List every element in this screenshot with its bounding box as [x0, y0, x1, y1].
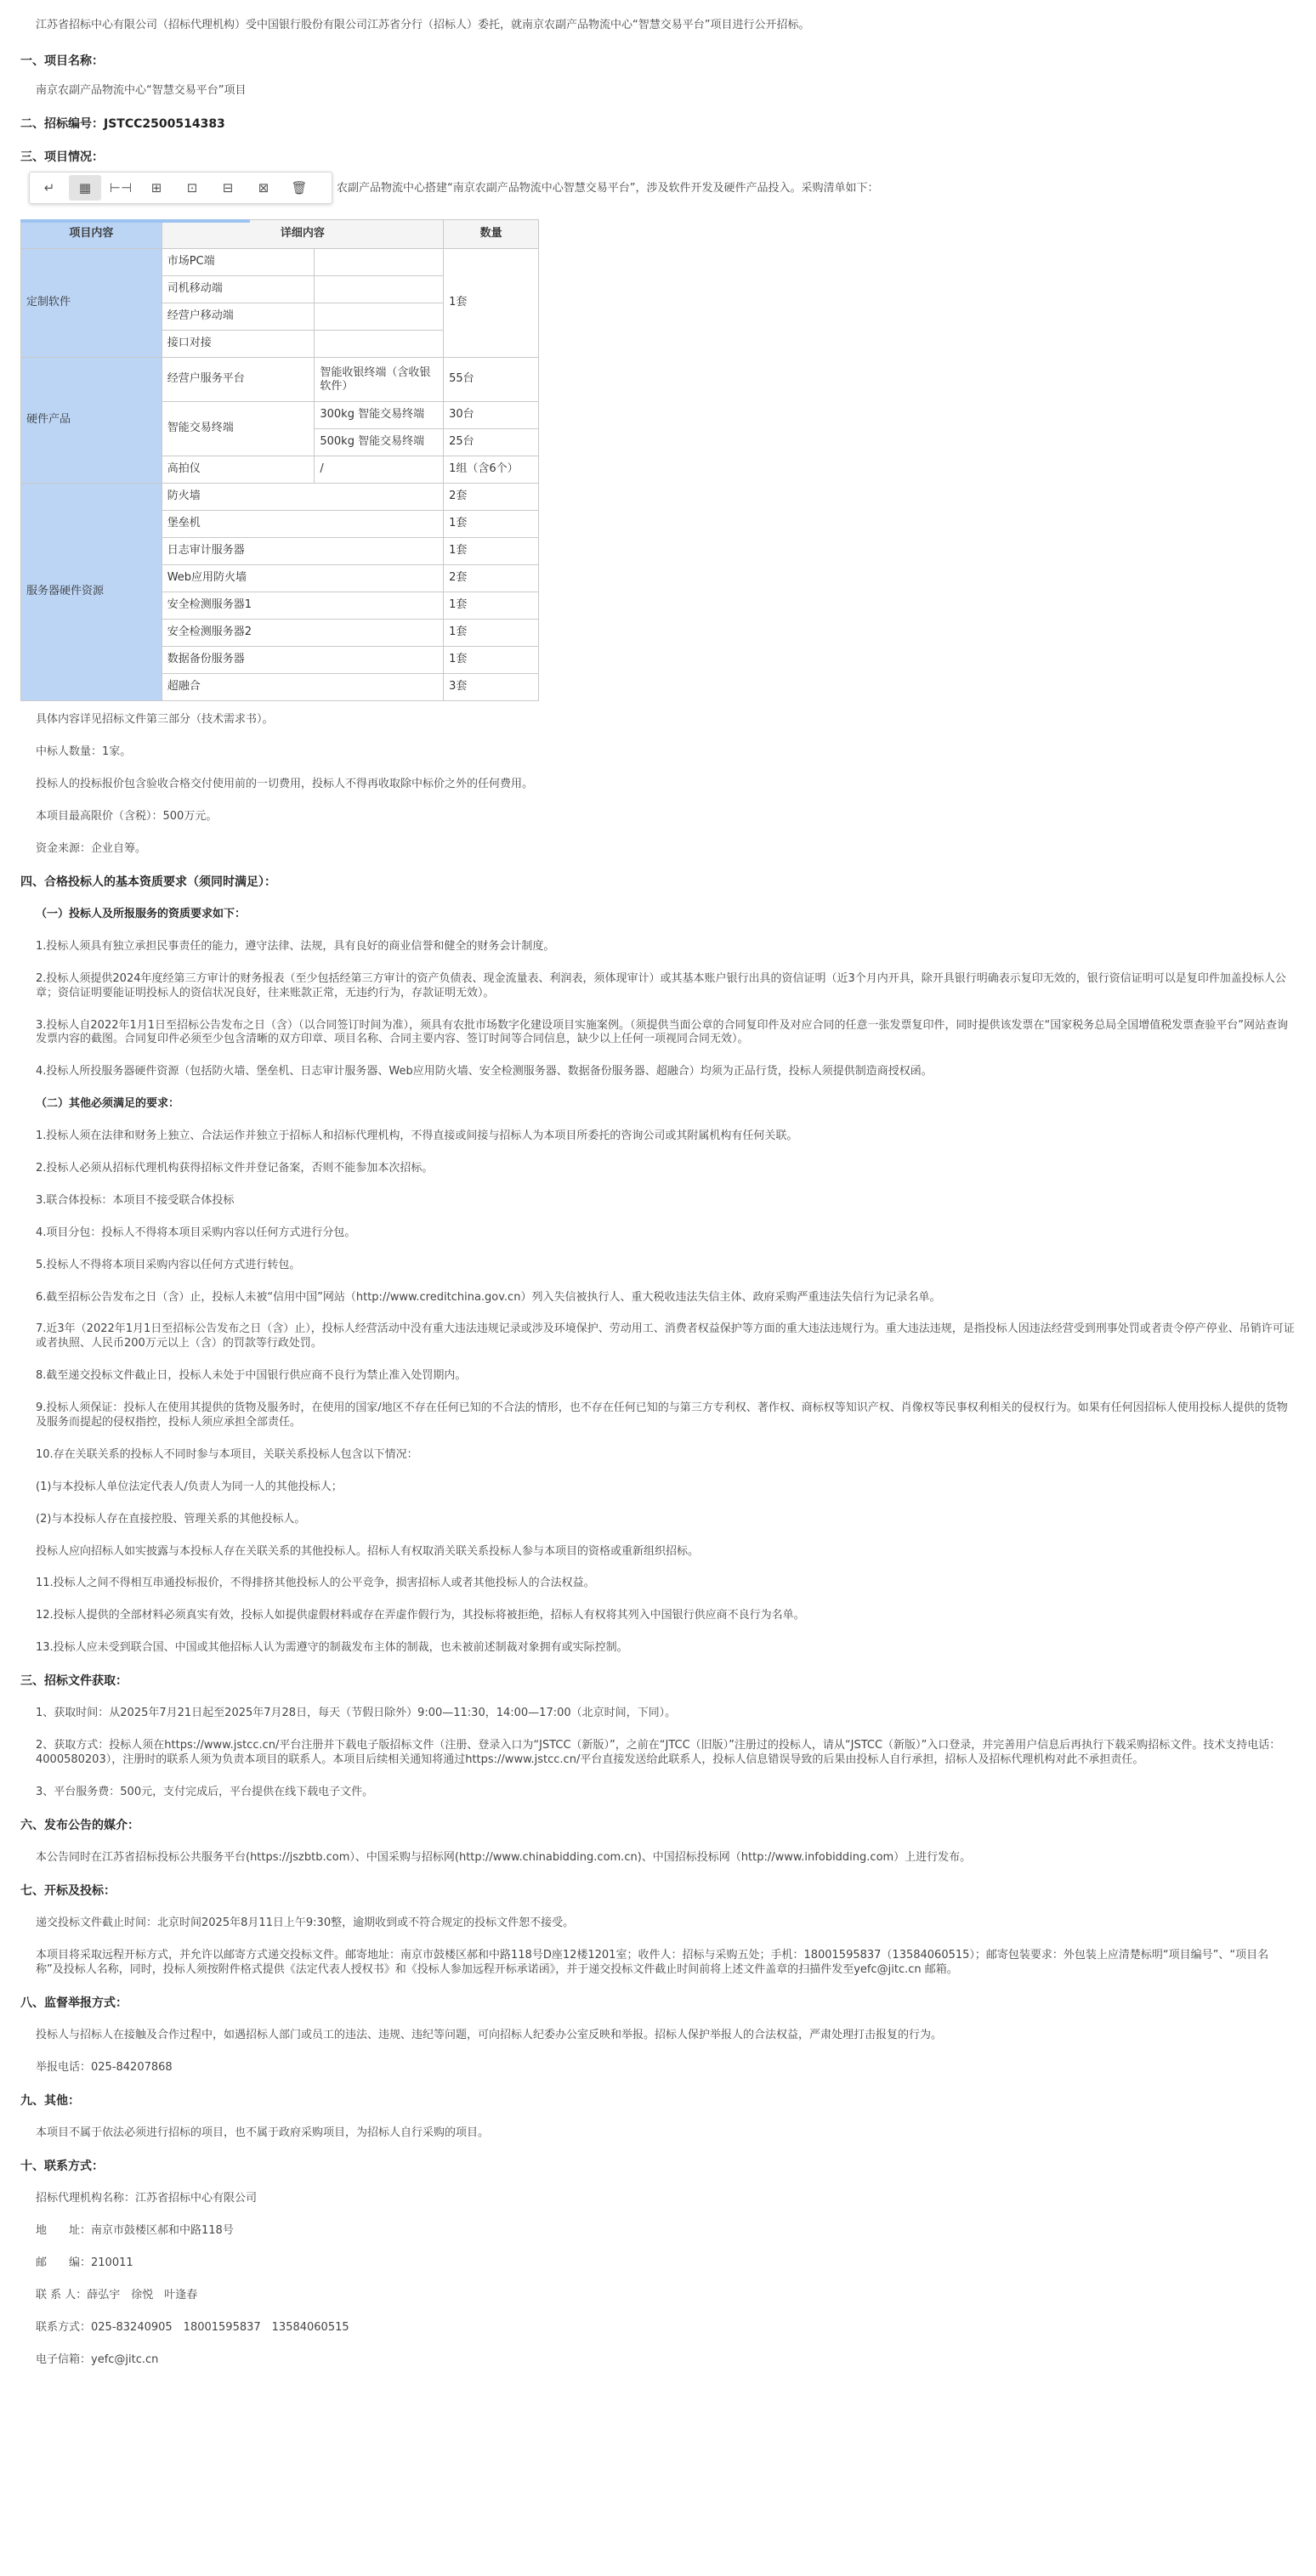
- procurement-table-wrapper: [20, 219, 553, 701]
- req2-3: 4.项目分包：投标人不得将本项目采购内容以任何方式进行分包。: [36, 1226, 356, 1239]
- after-table-4: 资金来源：企业自筹。: [36, 841, 147, 855]
- req1-0: 1.投标人须具有独立承担民事责任的能力，遵守法律、法规，具有良好的商业信誉和健全的财务会计制度。: [36, 939, 555, 953]
- enter-icon[interactable]: ↵: [43, 179, 55, 195]
- table-cell: 经营户服务平台: [162, 358, 315, 402]
- table-cell: 安全检测服务器2: [162, 620, 443, 647]
- req2-5: 6.截至招标公告发布之日（含）止，投标人未被“信用中国”网站（http://www.creditchina.gov.cn）列入失信被执行人、重大税收违法失信主体、政府采购严重违法失信行为记录名单。: [36, 1290, 941, 1304]
- req1-1: 2.投标人须提供2024年度经第三方审计的财务报表（至少包括经第三方审计的资产负债表、现金流量表、利润表，须体现审计）或其基本账户银行出具的资信证明（近3个月内开具，除开具银行明确表示复印无效的，银行资信证明可以是复印件加盖投标人公章；资信证明要能证明投标人的资信状况良好，往来账款正常，无违约行为，存款证明无效）。: [36, 971, 1286, 999]
- table-cell: 智能交易终端: [162, 402, 315, 456]
- table-cell: 1套: [444, 538, 539, 565]
- table-cell: 1套: [444, 620, 539, 647]
- contact-address: 地 址：南京市鼓楼区郝和中路118号: [36, 2223, 234, 2237]
- table-cell: 高拍仪: [162, 456, 315, 484]
- table-cell: /: [315, 456, 444, 484]
- column-width-icon[interactable]: ⊢⊣: [109, 179, 133, 195]
- header-qty: 数量: [444, 220, 539, 249]
- table-cell: [315, 249, 444, 276]
- req2-15: 13.投标人应未受到联合国、中国或其他招标人认为需遵守的制裁发布主体的制裁，也未被前述制裁对象拥有或实际控制。: [36, 1641, 628, 1655]
- table-cell: 司机移动端: [162, 276, 315, 303]
- section-2-heading: 二、招标编号：JSTCC2500514383: [20, 116, 225, 131]
- table-edit-toolbar: [29, 172, 332, 204]
- contact-person: 联 系 人：薛弘宇 徐悦 叶逢春: [36, 2288, 198, 2301]
- intro-paragraph: 江苏省招标中心有限公司（招标代理机构）受中国银行股份有限公司江苏省分行（招标人）委托，就南京农副产品物流中心“智慧交易平台”项目进行公开招标。: [36, 19, 810, 31]
- table-cell: [315, 276, 444, 303]
- supervision-text: 投标人与招标人在接触及合作过程中，如遇招标人部门或员工的违法、违规、违纪等问题，可向招标人纪委办公室反映和举报。招标人保护举报人的合法权益，严肃处理打击报复的行为。: [36, 2029, 943, 2042]
- table-cell: 500kg 智能交易终端: [315, 429, 444, 456]
- acq-1: 2、获取方式：投标人须在https://www.jstcc.cn/平台注册并下载电子版招标文件（注册、登录入口为“JSTCC（新版）”，之前在“JTCC（旧版）”注册过的投标人，请从“JSTCC（新版）”入口登录，并完善用户信息后再执行下载采购招标文件。技术支持电话：4000580203），注册时的联系人须为负责本项目的联系人。本项目后续相关通知将通过https://www.jstcc.cn/平台直接发送给此联系人，投标人信息错误导致的后果由投标人自行承担，招标人及招标代理机构对此不承担责任。: [36, 1739, 1281, 1767]
- section-5-heading: 三、招标文件获取：: [20, 1674, 128, 1689]
- section-4-sub2: （二）其他必须满足的要求：: [36, 1097, 180, 1111]
- project-description: 农副产品物流中心搭建“南京农副产品物流中心智慧交易平台”，涉及软件开发及硬件产品投入。采购清单如下：: [337, 182, 879, 195]
- group-hardware: 硬件产品: [21, 358, 162, 484]
- header-detail: 详细内容: [162, 220, 443, 249]
- table-cell: 1套: [444, 647, 539, 674]
- table-cell: 2套: [444, 565, 539, 592]
- section-3-heading: 三、项目情况：: [20, 150, 104, 165]
- table-cell: [315, 303, 444, 331]
- after-table-3: 本项目最高限价（含税）：500万元。: [36, 810, 218, 824]
- req2-9: 10.存在关联关系的投标人不同时参与本项目，关联关系投标人包含以下情况：: [36, 1447, 418, 1461]
- section-9-heading: 九、其他：: [20, 2093, 80, 2108]
- req2-0: 1.投标人须在法律和财务上独立、合法运作并独立于招标人和招标代理机构，不得直接或间接与招标人为本项目所委托的咨询公司或其附属机构有任何关联。: [36, 1129, 798, 1143]
- table-cell: 日志审计服务器: [162, 538, 443, 565]
- table-cell: Web应用防火墙: [162, 565, 443, 592]
- header-item: 项目内容: [21, 220, 162, 249]
- table-cell: 接口对接: [162, 331, 315, 358]
- table-icon[interactable]: ▦: [69, 175, 101, 201]
- other-text: 本项目不属于依法必须进行招标的项目，也不属于政府采购项目，为招标人自行采购的项目。: [36, 2126, 490, 2139]
- report-phone: 举报电话：025-84207868: [36, 2060, 173, 2074]
- section-6-heading: 六、发布公告的媒介：: [20, 1818, 139, 1832]
- table-cell: 25台: [444, 429, 539, 456]
- table-cell: 1套: [444, 511, 539, 538]
- section-4-sub1: （一）投标人及所报服务的资质要求如下：: [36, 907, 247, 920]
- toolbar-row: [20, 172, 1296, 207]
- delete-table-icon[interactable]: ⊠: [258, 179, 269, 195]
- group-server: 服务器硬件资源: [21, 484, 162, 701]
- section-7-heading: 七、开标及投标：: [20, 1883, 116, 1898]
- section-4-heading: 四、合格投标人的基本资质要求（须同时满足）：: [20, 875, 276, 889]
- req2-10: (1)与本投标人单位法定代表人/负责人为同一人的其他投标人；: [36, 1480, 343, 1493]
- acq-0: 1、获取时间：从2025年7月21日起至2025年7月28日，每天（节假日除外）9:00—11:30，14:00—17:00（北京时间，下同）。: [36, 1707, 677, 1720]
- trash-icon[interactable]: 🗑: [291, 179, 308, 195]
- req2-14: 12.投标人提供的全部材料必须真实有效，投标人如提供虚假材料或存在弄虚作假行为，其投标将被拒绝，招标人有权将其列入中国银行供应商不良行为名单。: [36, 1609, 805, 1622]
- after-table-2: 投标人的投标报价包含验收合格交付使用前的一切费用，投标人不得再收取除中标价之外的任何费用。: [36, 778, 534, 791]
- contact-email: 电子信箱：yefc@jitc.cn: [36, 2352, 159, 2366]
- section-1-heading: 一、项目名称：: [20, 54, 104, 68]
- req2-6: 7.近3年（2022年1月1日至招标公告发布之日（含）止），投标人经营活动中没有重大违法违规记录或涉及环境保护、劳动用工、消费者权益保护等方面的重大违法违规行为。重大违法违规，是指投标人因违法经营受到刑事处罚或者责令停产停业、吊销许可证或者执照、人民币200万元以上（含）的罚款等行政处罚。: [36, 1322, 1295, 1350]
- contact-phone: 联系方式：025-83240905 18001595837 13584060515: [36, 2320, 349, 2334]
- group-software: 定制软件: [21, 249, 162, 358]
- table-cell: 堡垒机: [162, 511, 443, 538]
- contact-zip: 邮 编：210011: [36, 2256, 133, 2269]
- table-cell: 30台: [444, 402, 539, 429]
- table-cell: 数据备份服务器: [162, 647, 443, 674]
- selection-bar: [20, 219, 250, 223]
- req2-7: 8.截至递交投标文件截止日，投标人未处于中国银行供应商不良行为禁止准入处罚期内。: [36, 1369, 467, 1383]
- table-cell: 55台: [444, 358, 539, 402]
- table-row: [21, 249, 539, 276]
- bid-1: 本项目将采取远程开标方式，并允许以邮寄方式递交投标文件。邮寄地址：南京市鼓楼区郝和中路118号D座12楼1201室；收件人：招标与采购五处；手机：18001595837（13584060515）；邮寄包装要求：外包装上应清楚标明“项目编号”、“项目名称”及投标人名称，同时，投标人须按附件格式提供《法定代表人授权书》和《投标人参加远程开标承诺函》，并于递交投标文件截止时间前将上述文件盖章的扫描件发至yefc@jitc.cn 邮箱。: [36, 1949, 1269, 1976]
- media-text: 本公告同时在江苏省招标投标公共服务平台(https://jszbtb.com）、中国采购与招标网(http://www.chinabidding.com.cn)、中国招标投标网（http://www.infobidding.com）上进行发布。: [36, 1851, 972, 1865]
- table-cell: 防火墙: [162, 484, 443, 511]
- table-cell: 经营户移动端: [162, 303, 315, 331]
- project-name: 南京农副产品物流中心“智慧交易平台”项目: [36, 84, 247, 98]
- contact-agency: 招标代理机构名称：江苏省招标中心有限公司: [36, 2192, 258, 2205]
- bid-0: 递交投标文件截止时间：北京时间2025年8月11日上午9:30整，逾期收到或不符合规定的投标文件恕不接受。: [36, 1916, 575, 1930]
- after-table-1: 中标人数量：1家。: [36, 745, 132, 759]
- req1-2: 3.投标人自2022年1月1日至招标公告发布之日（含）（以合同签订时间为准），须具有农批市场数字化建设项目实施案例。（须提供当面公章的合同复印件及对应合同的任意一张发票复印件，同时提供该发票在“国家税务总局全国增值税发票查验平台”网站查询发票内容的截图。合同复印件必须至少包含清晰的双方印章、项目名称、合同主要内容、签订时间等合同信息，缺少以上任何一项视同合同无效）。: [36, 1018, 1289, 1046]
- table-cell: 3套: [444, 674, 539, 701]
- req2-1: 2.投标人必须从招标代理机构获得招标文件并登记备案，否则不能参加本次招标。: [36, 1162, 434, 1175]
- section-8-heading: 八、监督举报方式：: [20, 1996, 128, 2010]
- req2-13: 11.投标人之间不得相互串通投标报价，不得排挤其他投标人的公平竞争，损害招标人或者其他投标人的合法权益。: [36, 1577, 595, 1590]
- table-cell: 超融合: [162, 674, 443, 701]
- req2-2: 3.联合体投标：本项目不接受联合体投标: [36, 1193, 235, 1207]
- table-cell: 安全检测服务器1: [162, 592, 443, 620]
- section-10-heading: 十、联系方式：: [20, 2159, 104, 2173]
- table-header-row: [21, 220, 539, 249]
- delete-column-icon[interactable]: ⊟: [222, 179, 234, 195]
- req1-3: 4.投标人所投服务器硬件资源（包括防火墙、堡垒机、日志审计服务器、Web应用防火墙、安全检测服务器、数据备份服务器、超融合）均须为正品行货，投标人须提供制造商授权函。: [36, 1065, 933, 1079]
- table-cell: 1套: [444, 592, 539, 620]
- req2-4: 5.投标人不得将本项目采购内容以任何方式进行转包。: [36, 1258, 301, 1271]
- table-row: [21, 484, 539, 511]
- req2-12: 投标人应向招标人如实披露与本投标人存在关联关系的其他投标人。招标人有权取消关联关系投标人参与本项目的资格或重新组织招标。: [36, 1544, 700, 1558]
- after-table-0: 具体内容详见招标文件第三部分（技术需求书）。: [36, 713, 274, 727]
- req2-11: (2)与本投标人存在直接控股、管理关系的其他投标人。: [36, 1512, 306, 1526]
- insert-column-icon[interactable]: ⊡: [186, 179, 198, 195]
- table-cell: 市场PC端: [162, 249, 315, 276]
- req2-8: 9.投标人须保证：投标人在使用其提供的货物及服务时，在使用的国家/地区不存在任何已知的不合法的情形，也不存在任何已知的与第三方专利权、著作权、商标权等知识产权、肖像权等民事权利相关的侵权行为。如果有任何因招标人使用投标人提供的货物及服务而提起的侵权指控，投标人须应承担全部责任。: [36, 1401, 1288, 1430]
- table-cell: 1组（含6个）: [444, 456, 539, 484]
- table-row: [21, 358, 539, 402]
- table-cell: [315, 331, 444, 358]
- table-cell: 2套: [444, 484, 539, 511]
- table-cell: 智能收银终端（含收银软件）: [315, 358, 444, 402]
- procurement-table[interactable]: [20, 219, 539, 701]
- table-cell: 300kg 智能交易终端: [315, 402, 444, 429]
- software-qty: 1套: [444, 249, 539, 358]
- acq-2: 3、平台服务费：500元，支付完成后，平台提供在线下载电子文件。: [36, 1786, 374, 1798]
- insert-row-above-icon[interactable]: ⊞: [150, 179, 162, 195]
